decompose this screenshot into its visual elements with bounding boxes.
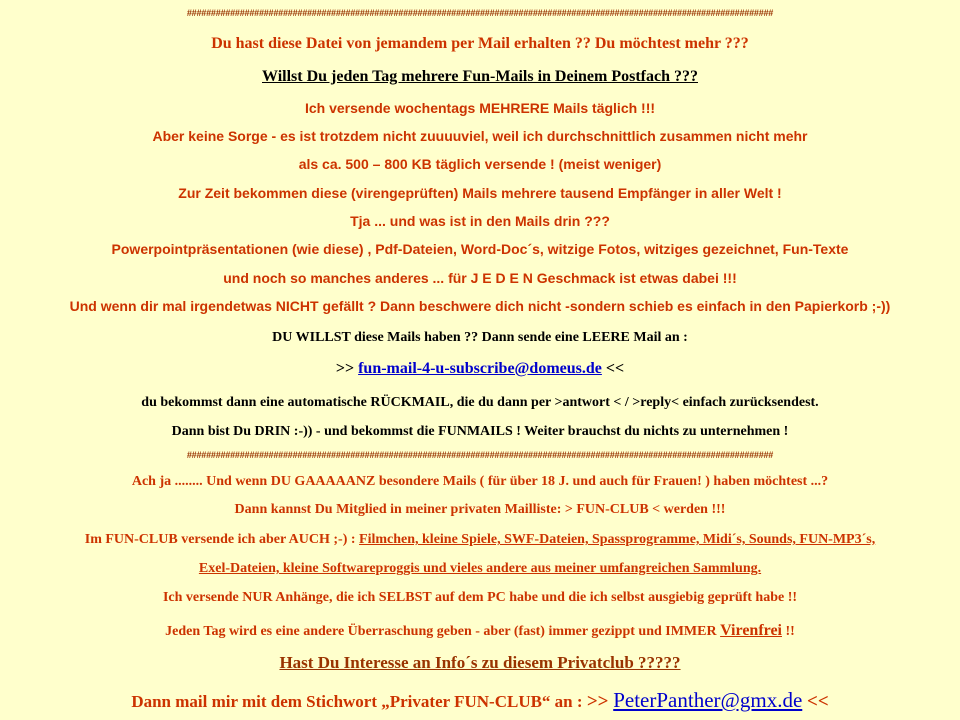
fun-club-intro: Im FUN-CLUB versende ich aber AUCH ;-) : [84, 532, 360, 547]
contact-arrows-right: << [802, 691, 829, 712]
virenfrei-label: Virenfrei [720, 622, 782, 639]
contact-email-link[interactable]: PeterPanther@gmx.de [613, 688, 803, 712]
hash-divider-middle: ########################################################################################################################## [186, 450, 774, 460]
content-question: Tja ... und was ist in den Mails drin ??? [350, 213, 610, 229]
content-list-1: Powerpointpräsentationen (wie diese) , Pdf-Dateien, Word-Doc´s, witzige Fotos, witziges gezeichnet, Fun-Texte [111, 241, 849, 257]
fun-club-content-2: Exel-Dateien, kleine Softwareproggis und vieles andere aus meiner umfangreichen Sammlung. [198, 561, 762, 576]
done-text: Dann bist Du DRIN :-)) - und bekommst die FUNMAILS ! Weiter brauchst du nichts zu unternehmen ! [171, 424, 789, 439]
subscribe-arrows-left: >> [335, 360, 359, 377]
contact-prefix: Dann mail mir mit dem Stichwort „Privater FUN-CLUB“ an : [131, 692, 587, 711]
weekday-mails-text: Ich versende wochentags MEHRERE Mails täglich !!! [304, 100, 656, 116]
surprise-prefix: Jeden Tag wird es eine andere Überraschung geben - aber (fast) immer gezippt und IMMER [165, 624, 721, 639]
content-list-2: und noch so manches anderes ... für J E D E N Geschmack ist etwas dabei !!! [223, 270, 737, 286]
intro-question: Du hast diese Datei von jemandem per Mail erhalten ?? Du möchtest mehr ??? [211, 35, 749, 52]
contact-line [0, 688, 960, 713]
volume-text-2: als ca. 500 – 800 KB täglich versende ! (meist weniger) [298, 156, 662, 172]
subscribe-instruction: DU WILLST diese Mails haben ?? Dann sende eine LEERE Mail an : [272, 330, 688, 345]
member-text: Dann kannst Du Mitglied in meiner privaten Mailliste: > FUN-CLUB < werden !!! [234, 502, 726, 517]
surprise-suffix: !! [782, 624, 795, 639]
fun-club-items: Filmchen, kleine Spiele, SWF-Dateien, Spassprogramme, Midi´s, Sounds, FUN-MP3´s, [359, 532, 876, 547]
subscribe-email-link[interactable]: fun-mail-4-u-subscribe@domeus.de [358, 360, 602, 377]
surprise-text [0, 622, 960, 640]
hash-divider-top: ########################################################################################################################## [186, 8, 774, 18]
daily-mails-question: Willst Du jeden Tag mehrere Fun-Mails in Deinem Postfach ??? [262, 68, 698, 85]
subscribe-arrows-right: << [601, 360, 625, 377]
dislike-text: Und wenn dir mal irgendetwas NICHT gefällt ? Dann beschwere dich nicht -sondern schieb es einfach in den Papierkorb ;-)) [69, 298, 891, 314]
interest-question: Hast Du Interesse an Info´s zu diesem Privatclub ????? [279, 653, 681, 672]
special-mails-text: Ach ja ........ Und wenn DU GAAAAANZ besondere Mails ( für über 18 J. und auch für Frauen! ) haben möchtest ...? [131, 474, 829, 489]
subscribe-email-line [0, 360, 960, 378]
automatic-reply-text: du bekommst dann eine automatische RÜCKMAIL, die du dann per >antwort < / >reply< einfach zurücksendest. [141, 395, 819, 410]
volume-text-1: Aber keine Sorge - es ist trotzdem nicht zuuuuviel, weil ich durchschnittlich zusammen nicht mehr [152, 128, 808, 144]
recipients-text: Zur Zeit bekommen diese (virengeprüften) Mails mehrere tausend Empfänger in aller Welt ! [178, 185, 782, 201]
fun-club-content-1 [0, 532, 960, 548]
contact-arrows-left: >> [586, 691, 614, 712]
attachments-text: Ich versende NUR Anhänge, die ich SELBST auf dem PC habe und die ich selbst ausgiebig geprüft habe !! [162, 590, 798, 605]
